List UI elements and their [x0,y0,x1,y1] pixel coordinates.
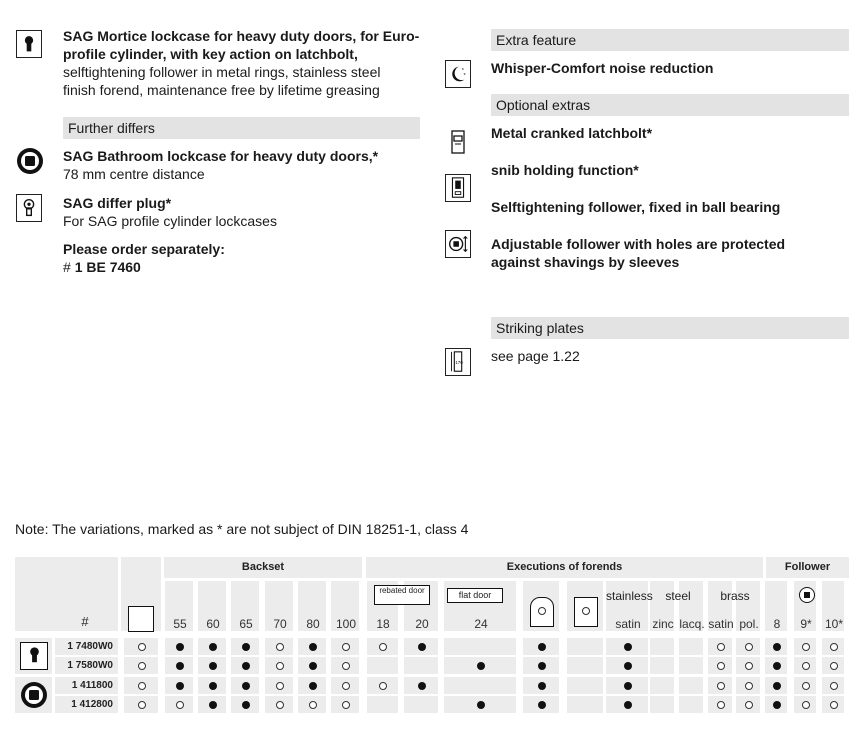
table-row-cell [367,696,398,713]
bathroom-lock-icon [16,147,44,175]
open-circle [342,662,350,670]
table-row-code: 1 7480W0 [67,641,113,652]
backset-col-label: 70 [273,617,287,631]
cranked-latchbolt-icon [445,128,471,156]
open-circle [176,701,184,709]
differ-plug-title: SAG differ plug* [63,195,172,211]
table-row-cell [650,638,674,655]
filled-dot [176,682,184,690]
main-title-line-2: profile cylinder, with key action on latchbolt, [63,46,358,62]
stainless-label: stainless [606,589,653,603]
filled-dot [773,682,781,690]
table-row-cell [650,657,674,674]
filled-dot [538,643,546,651]
main-product-description [63,63,423,99]
filled-dot [209,643,217,651]
optional-extras-header: Optional extras [491,94,849,116]
open-circle [717,643,725,651]
filled-dot [242,701,250,709]
open-circle [830,682,838,690]
filled-dot [538,701,546,709]
striking-plate-icon [445,348,471,376]
open-circle [745,662,753,670]
filled-dot [242,682,250,690]
filled-dot [242,643,250,651]
forend-square-dot [582,607,590,615]
table-row-cell [679,638,703,655]
adjustable-follower-icon [445,230,471,258]
snib-holding: snib holding function* [491,162,639,178]
order-line [63,258,141,276]
open-circle [342,643,350,651]
follower-col-label: 8 [773,617,781,631]
open-circle [379,643,387,651]
filled-dot [309,643,317,651]
filled-dot [538,662,546,670]
open-circle [802,662,810,670]
follower-col-label: 9* [800,617,812,631]
forend-round-dot [538,607,546,615]
finish-col-label: satin [708,617,734,631]
cranked-latchbolt: Metal cranked latchbolt* [491,125,653,141]
table-row-cell [444,638,516,655]
open-circle [745,682,753,690]
open-circle [138,701,146,709]
table-group-forends: Executions of forends [506,561,623,573]
table-row-cell [650,696,674,713]
main-product-title [63,27,423,63]
rebated-door-label: rebated door [374,585,430,605]
finish-col-label: zinc [652,617,674,631]
filled-dot [477,701,485,709]
filled-dot [242,662,250,670]
adjustable-follower [491,235,785,271]
filled-dot [477,662,485,670]
table-row-cell [404,696,438,713]
open-circle [802,682,810,690]
main-desc-line-2: finish forend, maintenance free by lifetime greasing [63,82,380,98]
filled-dot [209,662,217,670]
open-circle [717,701,725,709]
filled-dot [624,662,632,670]
table-row-cell [650,677,674,694]
follower-col-label: 10* [824,617,844,631]
row-euro-cylinder-icon [20,642,48,670]
backset-col-label: 55 [173,617,187,631]
svg-text:170: 170 [455,359,463,365]
filled-dot [209,682,217,690]
table-row-cell [679,696,703,713]
open-circle [830,643,838,651]
finish-col-label: pol. [739,617,759,631]
follower-icon-square [804,592,810,598]
bathroom-title: SAG Bathroom lockcase for heavy duty doors,* [63,148,379,164]
order-code: 1 BE 7460 [74,259,141,275]
further-differs-header: Further differs [63,117,420,139]
table-row-cell [404,657,438,674]
backset-col-label: 80 [306,617,320,631]
table-group-follower: Follower [784,561,831,573]
filled-dot [418,682,426,690]
snib-icon [445,174,471,202]
extra-feature-header: Extra feature [491,29,849,51]
table-row-cell [567,657,603,674]
open-circle [745,643,753,651]
table-row-code: 1 411800 [71,680,113,691]
filled-dot [209,701,217,709]
bathroom-desc: 78 mm centre distance [63,166,205,182]
backset-col-label: 60 [206,617,220,631]
table-row-cell [567,696,603,713]
open-circle [745,701,753,709]
selftightening-follower: Selftightening follower, fixed in ball bearing [491,199,781,215]
adjustable-line-1: Adjustable follower with holes are protected [491,236,786,252]
differ-plug-desc: For SAG profile cylinder lockcases [63,213,277,229]
open-circle [830,662,838,670]
striking-plates-header: Striking plates [491,317,849,339]
whisper-moon-icon [445,60,471,88]
adjustable-line-2: against shavings by sleeves [491,254,680,270]
table-group-backset: Backset [241,561,285,573]
open-circle [717,662,725,670]
filled-dot [624,682,632,690]
open-circle [276,682,284,690]
differ-plug-icon [16,194,42,222]
filled-dot [418,643,426,651]
note-text: Note: The variations, marked as * are not subject of DIN 18251-1, class 4 [15,521,469,537]
flat-door-label: flat door [447,588,503,603]
striking-plates-text: see page 1.22 [491,348,580,364]
open-circle [802,701,810,709]
table-row-cell [444,677,516,694]
forend-col-label: 20 [415,617,429,631]
open-circle [717,682,725,690]
filled-dot [176,643,184,651]
table-moon-icon [128,606,154,632]
table-bg-hash [15,557,118,631]
filled-dot [773,701,781,709]
whisper-comfort: Whisper-Comfort noise reduction [491,60,714,76]
table-row-cell [567,677,603,694]
open-circle [276,662,284,670]
main-title-line-1: SAG Mortice lockcase for heavy duty doors, for Euro- [63,28,420,44]
table-hash: # [81,614,89,629]
table-row-code: 1 7580W0 [67,660,113,671]
brass-label: brass [720,589,750,603]
open-circle [138,643,146,651]
open-circle [276,701,284,709]
table-row-code: 1 412800 [71,699,113,710]
forend-col-label: 24 [474,617,488,631]
open-circle [138,682,146,690]
filled-dot [309,682,317,690]
filled-dot [773,643,781,651]
table-row-cell [367,657,398,674]
open-circle [342,701,350,709]
order-hash: # [63,259,75,275]
open-circle [802,643,810,651]
main-desc-line-1: selftightening follower in metal rings, stainless steel [63,64,381,80]
open-circle [342,682,350,690]
table-row-cell [567,638,603,655]
forend-col-label: 18 [376,617,390,631]
finish-col-label: satin [615,617,641,631]
finish-col-label: lacq. [679,617,705,631]
filled-dot [624,701,632,709]
backset-col-label: 65 [239,617,253,631]
filled-dot [773,662,781,670]
steel-label: steel [665,589,691,603]
svg-text:*: * [461,68,464,75]
open-circle [379,682,387,690]
table-row-cell [679,657,703,674]
open-circle [276,643,284,651]
open-circle [309,701,317,709]
filled-dot [538,682,546,690]
filled-dot [624,643,632,651]
svg-text:*: * [463,72,466,79]
euro-cylinder-icon [16,30,42,58]
open-circle [830,701,838,709]
order-title: Please order separately: [63,241,225,257]
table-row-cell [679,677,703,694]
filled-dot [176,662,184,670]
backset-col-label: 100 [335,617,357,631]
row-bathroom-icon [20,681,48,709]
filled-dot [309,662,317,670]
open-circle [138,662,146,670]
